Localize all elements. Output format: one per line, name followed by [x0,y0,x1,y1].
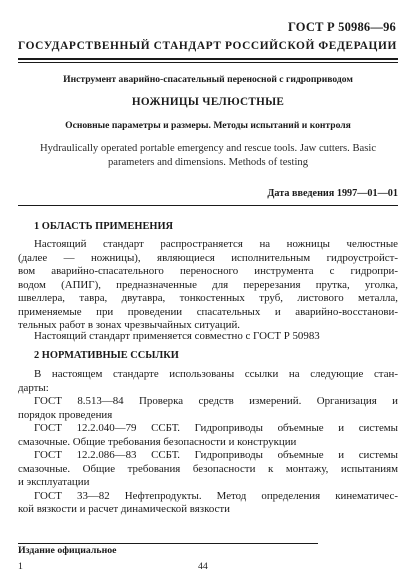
paragraph-line: вом аварийно-спасательного переносного инструмента с гидропри- [18,265,398,277]
paragraph-line: водом (АПИГ), предназначенные для перерезания прутка, уголка, [18,278,398,291]
introduction-date: Дата введения 1997—01—01 [267,188,398,199]
paragraph-line: Настоящий стандарт распространяется на ножницы челюстные [34,238,398,250]
header-divider-thick [18,58,398,60]
english-title-line-1: Hydraulically operated portable emergency and rescue tools. Jaw cutters. Basic [39,143,377,154]
reference-line: ГОСТ 33—82 Нефтепродукты. Метод определения кинематичес- [34,489,398,502]
reference-line: и эксплуатации [18,476,90,488]
references-list [18,368,398,517]
reference-line: В настоящем стандарте использованы ссылки на следующие стан- [34,368,398,380]
scope-paragraph [18,238,398,333]
document-main-title: НОЖНИЦЫ ЧЕЛЮСТНЫЕ [131,96,285,108]
scope-paragraph-2 [18,330,398,344]
paragraph-line: Настоящий стандарт применяется совместно с ГОСТ Р 50983 [34,330,320,342]
reference-line: кой вязкости и расчет динамической вязкости [18,503,230,515]
paragraph-line: тельных работ в зонах чрезвычайных ситуаций. [18,319,241,331]
reference-line: ГОСТ 8.513—84 Проверка средств измерений. Организация и [34,395,398,407]
english-title-line-2: parameters and dimensions. Methods of testing [107,157,309,168]
document-subtitle: Основные параметры и размеры. Методы испытаний и контроля [65,120,351,131]
paragraph-line: швеллера, тавра, двутавра, тонкостенных труб, листового металла, [18,292,398,304]
section-heading-references: 2 НОРМАТИВНЫЕ ССЫЛКИ [34,350,179,361]
document-subject: Инструмент аварийно-спасательный переносной с гидроприводом [63,74,353,85]
official-edition-label: Издание официальное [18,545,117,556]
reference-line: дарты: [18,381,49,394]
reference-line: ГОСТ 12.2.040—79 ССБТ. Гидроприводы объемные и системы [34,422,398,434]
reference-line: смазочные. Общие требования безопасности к монтажу, испытаниям [18,462,398,475]
title-divider [18,205,398,206]
page-number: 44 [198,561,208,572]
reference-line: порядок проведения [18,408,113,421]
header-divider-thin [18,62,398,63]
footer-divider [18,543,318,544]
reference-line: ГОСТ 12.2.086—83 ССБТ. Гидроприводы объемные и системы [34,449,398,461]
paragraph-line: применяемые при проведении спасательных и аварийно-восстанови- [18,305,398,318]
section-heading-scope: 1 ОБЛАСТЬ ПРИМЕНЕНИЯ [34,221,174,232]
reference-line: смазочные. Общие требования безопасности и конструкции [18,435,297,448]
standard-title: ГОСУДАРСТВЕННЫЙ СТАНДАРТ РОССИЙСКОЙ ФЕДЕРАЦИИ [18,40,397,52]
paragraph-line: (далее — ножницы), являющиеся исполнительным гидроустройст- [18,251,398,264]
edition-number: 1 [18,561,23,572]
english-title [18,142,398,170]
standard-code: ГОСТ Р 50986—96 [287,20,396,34]
